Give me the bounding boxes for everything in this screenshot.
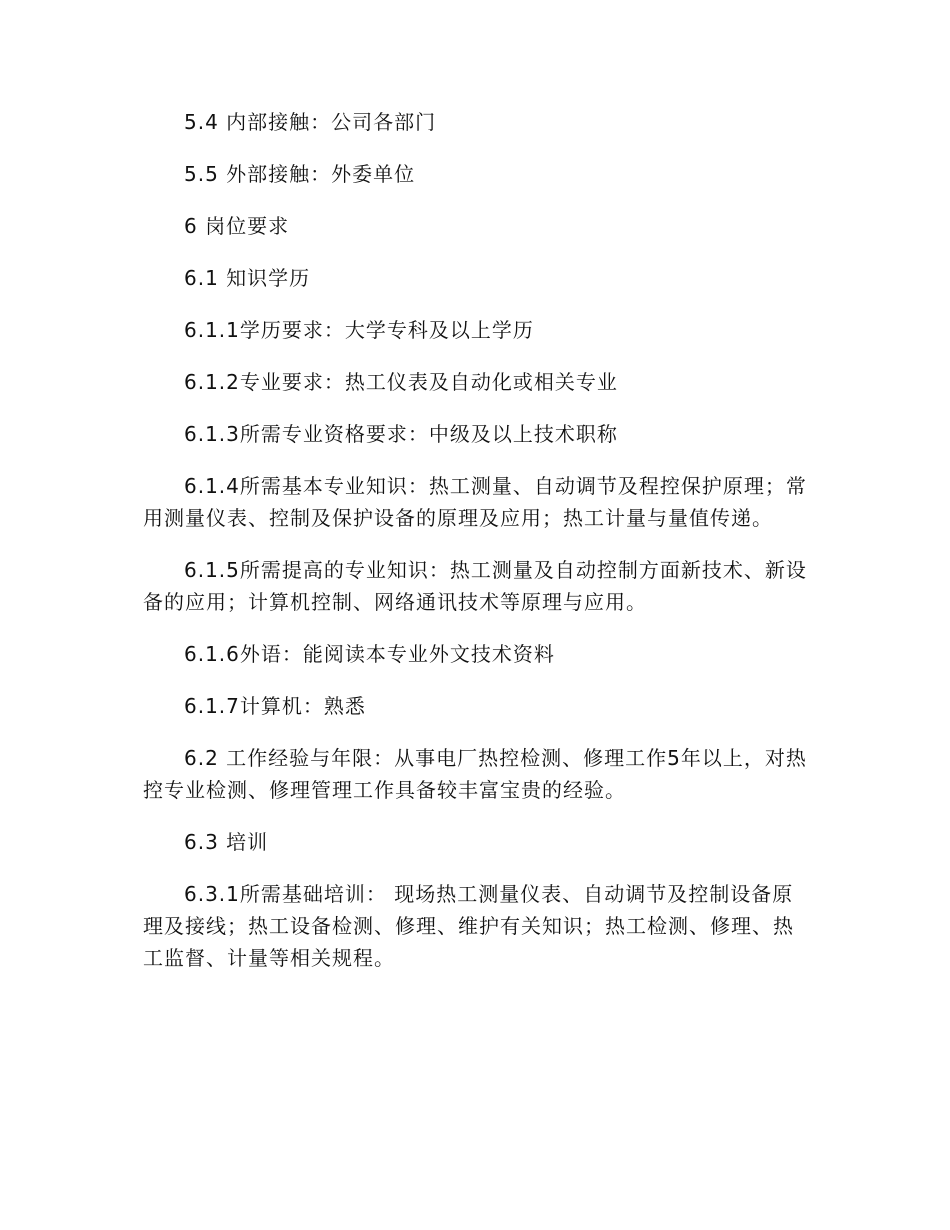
paragraph-education-requirement: 6.1.1学历要求：大学专科及以上学历 [184, 318, 534, 342]
heading-job-requirements: 6 岗位要求 [184, 214, 290, 238]
paragraph-external-contact: 5.5 外部接触：外委单位 [184, 162, 416, 186]
paragraph-advanced-knowledge: 6.1.5所需提高的专业知识：热工测量及自动控制方面新技术、新设备的应用；计算机控制、网络通讯技术等原理与应用。 [143, 558, 807, 614]
paragraph-major-requirement: 6.1.2专业要求：热工仪表及自动化或相关专业 [184, 370, 618, 394]
heading-training: 6.3 培训 [184, 830, 269, 854]
paragraph-basic-training: 6.3.1所需基础培训： 现场热工测量仪表、自动调节及控制设备原理及接线；热工设备检测、修理、维护有关知识；热工检测、修理、热工监督、计量等相关规程。 [143, 882, 794, 970]
paragraph-foreign-language: 6.1.6外语：能阅读本专业外文技术资料 [184, 642, 555, 666]
paragraph-basic-knowledge: 6.1.4所需基本专业知识：热工测量、自动调节及程控保护原理；常用测量仪表、控制及保护设备的原理及应用；热工计量与量值传递。 [143, 474, 807, 530]
paragraph-internal-contact: 5.4 内部接触：公司各部门 [184, 110, 437, 134]
paragraph-computer: 6.1.7计算机：熟悉 [184, 694, 366, 718]
heading-knowledge-education: 6.1 知识学历 [184, 266, 311, 290]
document-body [143, 106, 813, 994]
paragraph-work-experience: 6.2 工作经验与年限：从事电厂热控检测、修理工作5年以上，对热控专业检测、修理管理工作具备较丰富宝贵的经验。 [143, 746, 807, 802]
paragraph-qualification-requirement: 6.1.3所需专业资格要求：中级及以上技术职称 [184, 422, 618, 446]
